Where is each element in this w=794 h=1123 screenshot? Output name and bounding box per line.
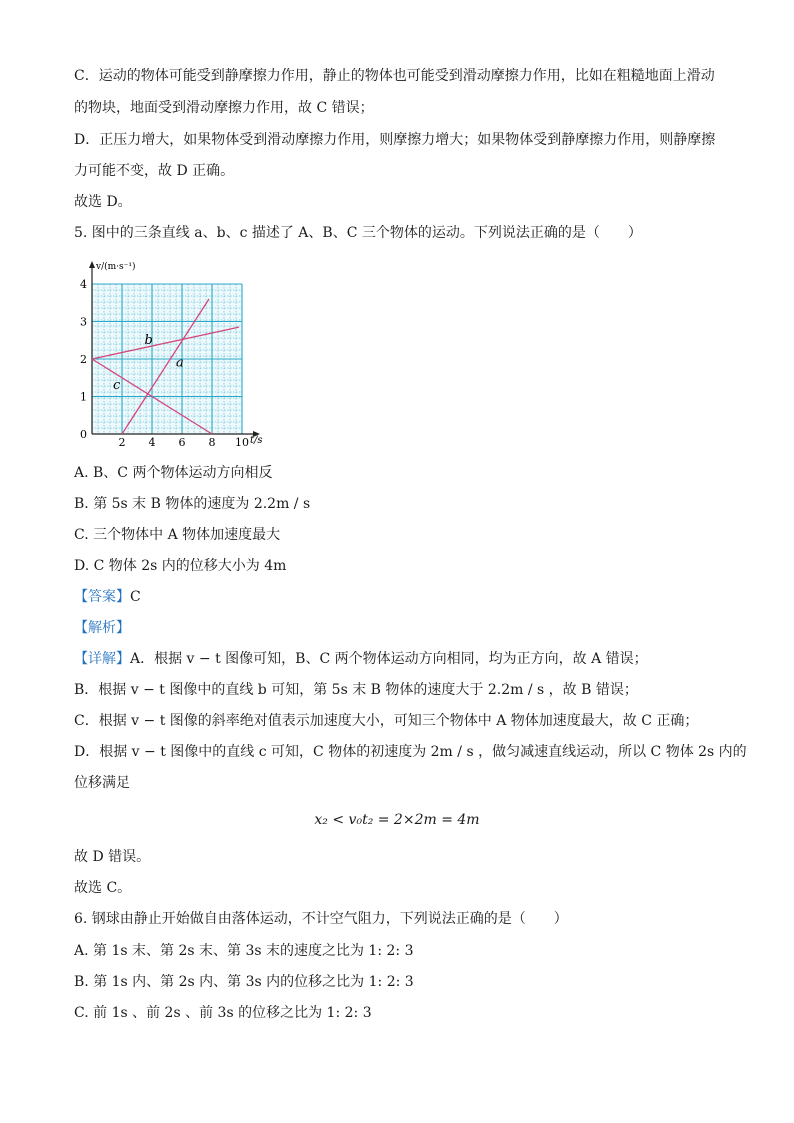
q5-d-conclusion: 故 D 错误。 xyxy=(74,849,151,865)
y-axis-label: v/(m·s⁻¹) xyxy=(96,262,136,272)
x-tick-label: 2 xyxy=(118,436,126,449)
vt-chart xyxy=(74,250,294,455)
y-axis-arrow xyxy=(89,261,95,268)
q5-detail-b: B．根据 v − t 图像中的直线 b 可知，第 5s 末 B 物体的速度大于 2.2m / s ，故 B 错误； xyxy=(74,682,638,698)
origin-label: 0 xyxy=(80,428,87,441)
q4-option-c-line2: 的物块，地面受到滑动摩擦力作用，故 C 错误； xyxy=(74,100,374,116)
x-tick-label: 10 xyxy=(235,436,249,449)
q5-detail-d-line1: D．根据 v − t 图像中的直线 c 可知，C 物体的初速度为 2m / s ，做匀减速直线运动，所以 C 物体 2s 内的 xyxy=(74,744,747,760)
q6-option-b: B. 第 1s 内、第 2s 内、第 3s 内的位移之比为 1: 2: 3 xyxy=(74,974,414,990)
series-label-c: c xyxy=(113,378,121,393)
answer-tag: 【答案】 xyxy=(74,589,130,605)
series-label-b: b xyxy=(144,333,153,348)
x-tick-label: 6 xyxy=(178,436,186,449)
q5-option-d: D. C 物体 2s 内的位移大小为 4m xyxy=(74,558,287,574)
q5-stem: 5. 图中的三条直线 a、b、c 描述了 A、B、C 三个物体的运动。下列说法正确的是（ ） xyxy=(74,225,642,241)
detail-tag: 【详解】 xyxy=(74,651,130,667)
answer-value: C xyxy=(130,589,141,605)
x-axis-label: t/s xyxy=(250,435,263,446)
q6-option-c: C. 前 1s 、前 2s 、前 3s 的位移之比为 1: 2: 3 xyxy=(74,1005,372,1021)
q6-option-a: A. 第 1s 末、第 2s 末、第 3s 末的速度之比为 1: 2: 3 xyxy=(74,943,414,959)
q5-detail-c: C．根据 v − t 图像的斜率绝对值表示加速度大小，可知三个物体中 A 物体加速度最大，故 C 正确； xyxy=(74,713,699,729)
detail-a-text: A．根据 v − t 图像可知，B、C 两个物体运动方向相同，均为正方向，故 A 错误； xyxy=(130,651,648,667)
q4-option-d-line1: D．正压力增大，如果物体受到滑动摩擦力作用，则摩擦力增大；如果物体受到静摩擦力作用，则静摩擦 xyxy=(74,132,716,148)
x-tick-label: 4 xyxy=(148,436,156,449)
q6-stem: 6. 钢球由静止开始做自由落体运动，不计空气阻力，下列说法正确的是（ ） xyxy=(74,911,568,927)
q5-formula: x₂ < v₀t₂ = 2×2m = 4m xyxy=(314,812,480,828)
y-tick-label: 2 xyxy=(80,353,87,366)
analysis-tag: 【解析】 xyxy=(74,620,130,636)
y-tick-label: 4 xyxy=(80,278,87,291)
q5-detail-a xyxy=(74,649,648,669)
q5-detail-d-line2: 位移满足 xyxy=(74,775,130,791)
y-tick-label: 3 xyxy=(80,315,87,329)
q5-option-b: B. 第 5s 末 B 物体的速度为 2.2m / s xyxy=(74,496,311,512)
q4-option-d-line2: 力可能不变，故 D 正确。 xyxy=(74,163,235,179)
q5-option-a: A. B、C 两个物体运动方向相反 xyxy=(74,465,273,481)
q4-option-c-line1: C．运动的物体可能受到静摩擦力作用，静止的物体也可能受到滑动摩擦力作用，比如在粗糙地面上滑动 xyxy=(74,68,715,84)
q4-choose: 故选 D。 xyxy=(74,194,132,210)
series-label-a: a xyxy=(176,355,184,371)
x-tick-label: 8 xyxy=(208,436,216,449)
q5-answer-line xyxy=(74,587,141,607)
y-tick-label: 1 xyxy=(80,390,87,404)
q5-option-c: C. 三个物体中 A 物体加速度最大 xyxy=(74,527,281,543)
q5-analysis-tag xyxy=(74,618,130,638)
q5-choose: 故选 C。 xyxy=(74,880,132,896)
